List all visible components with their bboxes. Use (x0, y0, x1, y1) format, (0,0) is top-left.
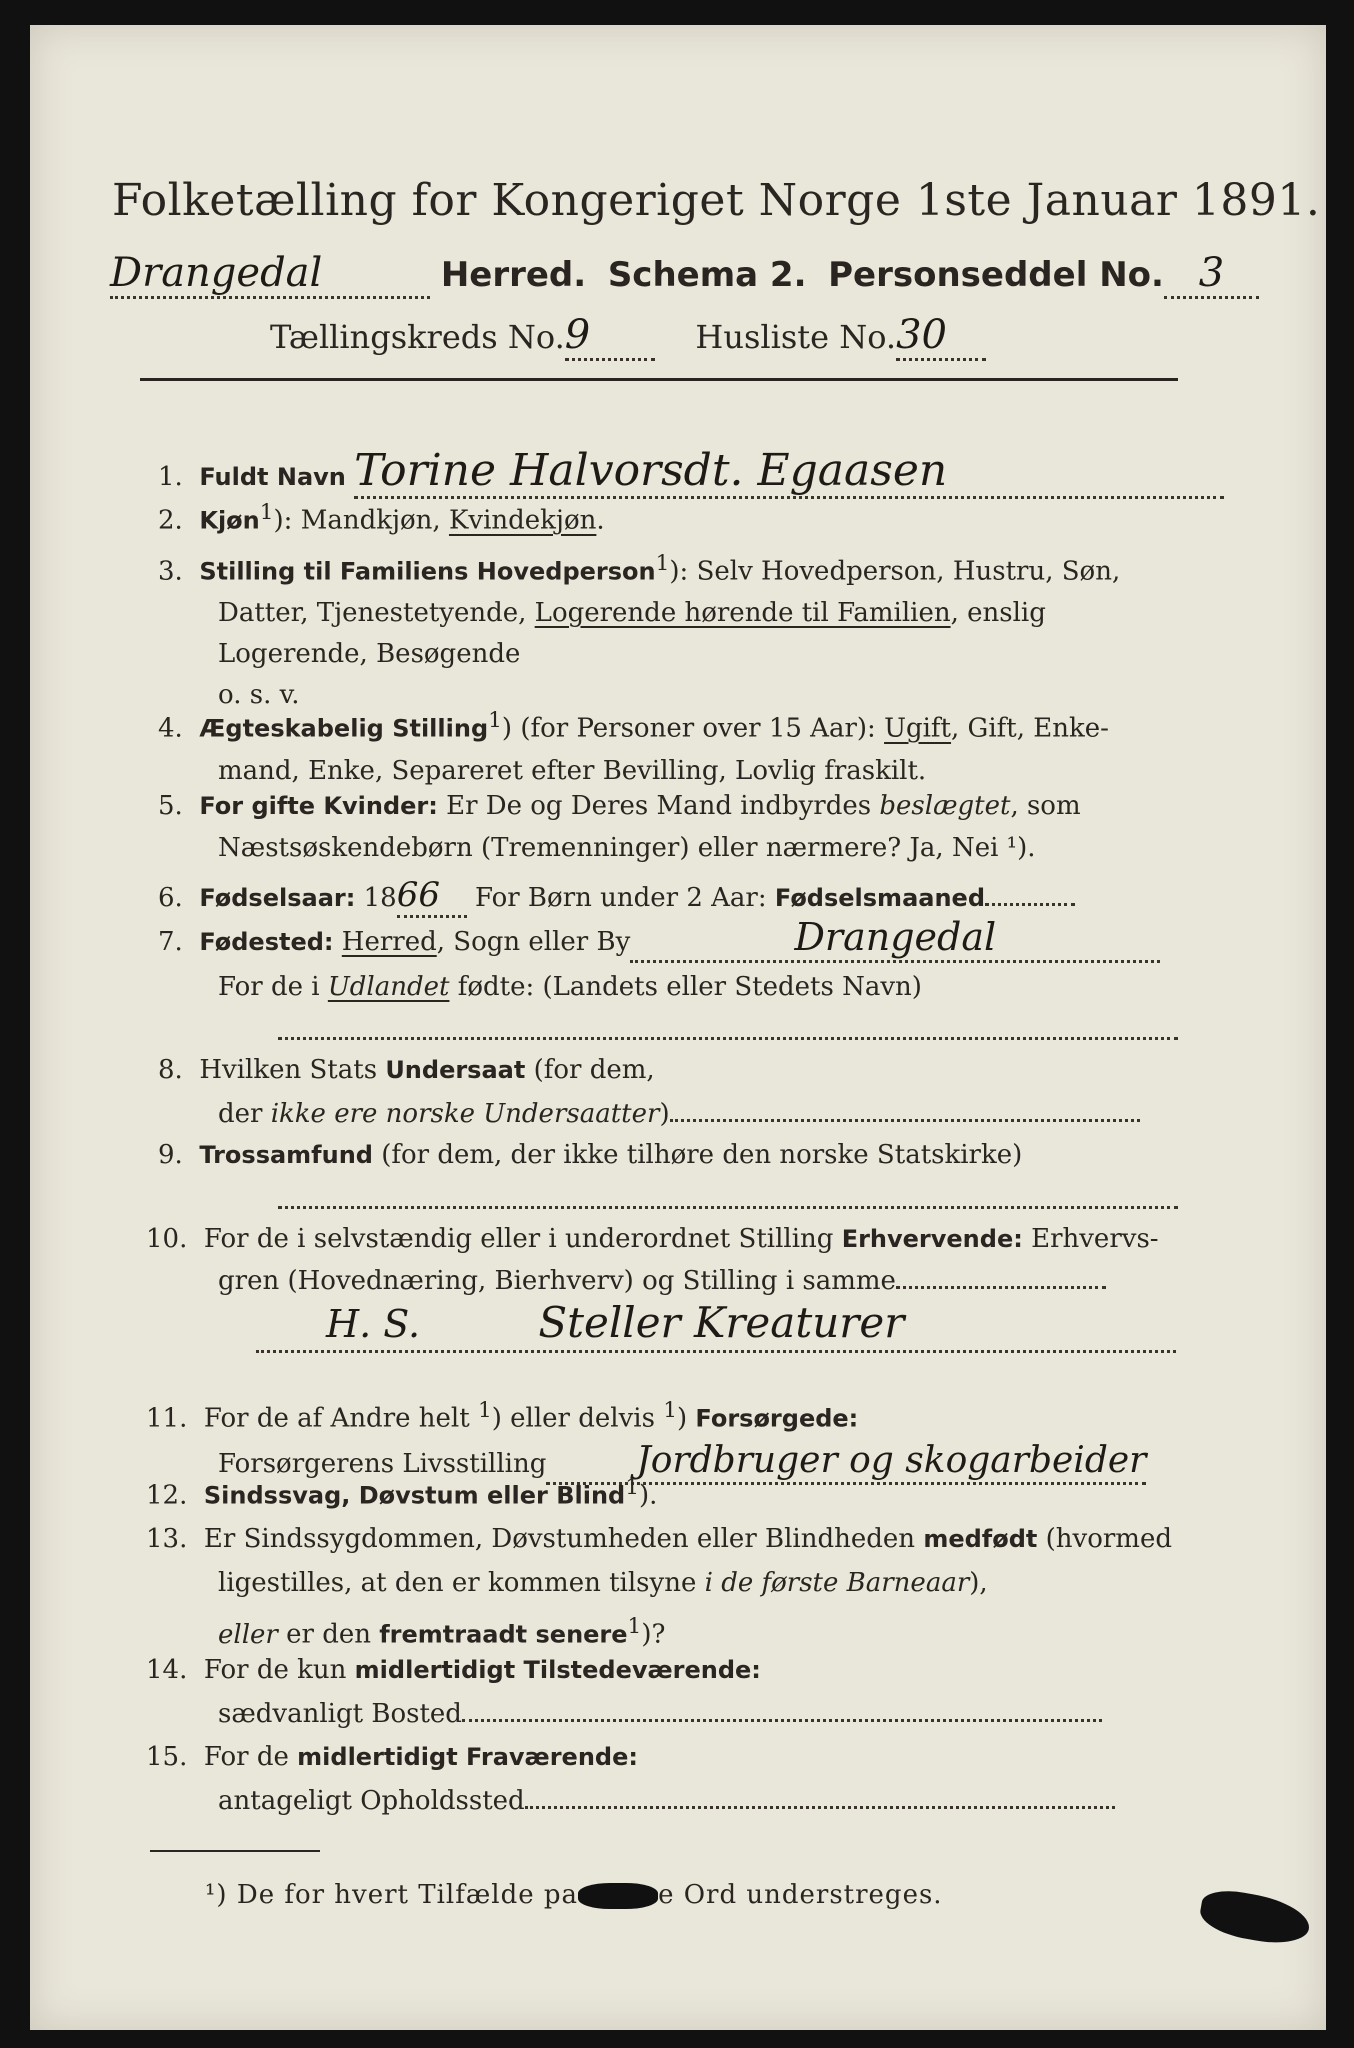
birth-month-label: Fødselsmaaned (774, 884, 985, 912)
birthplace-options: , Sogn eller By (436, 927, 631, 957)
temp-present-line1a: For de kun (203, 1655, 355, 1685)
supporter-line2: Forsørgerens Livsstilling (218, 1448, 547, 1479)
full-name-value: Torine Halvorsdt. Egaasen (354, 445, 1224, 499)
item-number: 1. (158, 462, 183, 492)
item-15 (146, 1735, 1115, 1823)
abroad-field (278, 1037, 1178, 1040)
item-1 (158, 445, 1224, 499)
footnote-ref: 1 (655, 551, 670, 576)
item-11 (146, 1390, 1146, 1485)
item-14 (146, 1648, 1102, 1736)
occupation-value-b: Steller Kreaturer (538, 1298, 905, 1347)
birthplace-value: Drangedal (630, 915, 1160, 963)
family-position-line2c: , enslig (950, 597, 1046, 628)
religion-label: Trossamfund (199, 1141, 373, 1169)
ink-blot (578, 1883, 658, 1909)
married-line1a: Er De og Deres Mand indbyrdes (437, 791, 880, 821)
family-position-line2a: Datter, Tjenestetyende, (218, 597, 535, 628)
item-7 (158, 915, 1178, 1055)
footnote-ref: 1 (259, 500, 274, 525)
footnote-text-a: De for hvert Tilfælde pa (227, 1880, 579, 1910)
usual-residence-label: sædvanligt Bosted (218, 1699, 462, 1729)
congenital-line2c: ), (969, 1568, 988, 1598)
abroad-line2a: For de i (218, 972, 328, 1002)
item-number: 2. (158, 505, 183, 536)
family-position-line4: o. s. v. (218, 679, 300, 710)
family-position-selected: Logerende hørende til Familien (534, 597, 951, 628)
supported-line1c: ) (676, 1403, 696, 1434)
citizenship-line2c: ) (659, 1099, 670, 1129)
item-number: 9. (158, 1140, 183, 1170)
herred-label: Herred. (440, 255, 587, 295)
disability-label: Sindssvag, Døvstum eller Blind (203, 1481, 626, 1510)
marital-selected: Ugift (884, 713, 952, 744)
gender-options: ): Mandkjøn, (273, 505, 449, 536)
congenital-line3b: er den (277, 1619, 380, 1650)
citizenship-label: Undersaat (385, 1056, 526, 1084)
item-number: 11. (146, 1403, 188, 1434)
schema-label: Schema 2. (607, 255, 807, 295)
occupation-label: Erhvervende: (841, 1225, 1023, 1253)
family-position-line1: ): Selv Hovedperson, Hustru, Søn, (669, 556, 1121, 587)
congenital-line2b: i de første Barneaar (704, 1568, 970, 1598)
occupation-field-2 (256, 1298, 1176, 1353)
item-number: 15. (146, 1742, 188, 1772)
footnote-text-b: e Ord understreges. (658, 1880, 943, 1910)
full-name-label: Fuldt Navn (199, 463, 346, 491)
family-position-label: Stilling til Familiens Hovedperson (199, 557, 656, 586)
congenital-line1a: Er Sindssygdommen, Døvstumheden eller Blindheden (203, 1524, 924, 1554)
occupation-line1a: For de i selvstændig eller i underordnet Stilling (203, 1224, 842, 1254)
item-number: 5. (158, 791, 183, 821)
item-5 (158, 785, 1081, 869)
personseddel-label: Personseddel No. (828, 255, 1164, 295)
item-2 (158, 500, 605, 536)
footnote-ref: 1 (488, 708, 502, 733)
abroad-line2c: fødte: (Landets eller Stedets Navn) (449, 972, 922, 1002)
punctuation: . (596, 505, 605, 536)
congenital-line1b: (hvormed (1037, 1524, 1172, 1554)
usual-residence-field (462, 1719, 1102, 1722)
form-title: Folketælling for Kongeriget Norge 1ste Januar 1891. (112, 175, 1321, 226)
item-number: 13. (146, 1524, 188, 1554)
husliste-label: Husliste No. (695, 318, 897, 356)
item-number: 3. (158, 556, 183, 587)
citizenship-line1a: Hvilken Stats (199, 1055, 386, 1085)
birth-month-text: For Børn under 2 Aar: (466, 883, 775, 913)
birthplace-label: Fødested: (199, 928, 334, 956)
supported-line1b: ) eller delvis (491, 1403, 664, 1434)
item-8 (158, 1048, 1140, 1136)
occupation-line1b: Erhvervs- (1022, 1224, 1159, 1254)
birth-month-field (985, 903, 1075, 906)
congenital-line2a: ligestilles, at den er kommen tilsyne (218, 1568, 705, 1598)
item-10 (146, 1218, 1176, 1353)
husliste-value: 30 (896, 312, 986, 361)
item-12: 12. Sindssvag, Døvstum eller Blind$^1$). (146, 1475, 658, 1511)
later-onset-label: fremtraadt senere (379, 1620, 628, 1649)
item-4 (158, 700, 1109, 792)
married-women-label: For gifte Kvinder: (199, 792, 438, 820)
citizenship-line2a: der (218, 1099, 271, 1129)
footnote-mark: ¹) (205, 1880, 228, 1910)
temp-absent-label: midlertidigt Fraværende: (297, 1743, 638, 1771)
kreds-value: 9 (565, 312, 655, 361)
kreds-label: Tællingskreds No. (270, 318, 565, 356)
congenital-line3a: eller (218, 1619, 278, 1650)
header-line-kreds (270, 312, 986, 361)
temp-absent-line1a: For de (203, 1742, 298, 1772)
footnote (205, 1880, 943, 1910)
marital-status-label: Ægteskabelig Stilling (199, 714, 489, 743)
spacer (334, 927, 342, 957)
congenital-label: medfødt (923, 1525, 1038, 1553)
occupation-value-a: H. S. (326, 1302, 421, 1346)
disability-text: ). (638, 1480, 658, 1511)
abroad-line2b: Udlandet (327, 972, 450, 1002)
birth-year-value: 66 (397, 875, 467, 918)
header-line-herred (110, 250, 1259, 299)
item-6 (158, 875, 1075, 918)
birth-year-prefix: 18 (355, 883, 397, 913)
probable-whereabouts-field (525, 1806, 1115, 1809)
probable-whereabouts-label: antageligt Opholdssted (218, 1786, 525, 1816)
occupation-field-1 (896, 1286, 1106, 1289)
item-13: 13. Er Sindssygdommen, Døvstumheden eller Blindheden medfødt (hvormed ligestilles, at den er kommen tilsyne i de første Barneaar), eller er den fremtraadt senere$^1$)? (146, 1524, 1172, 1650)
item-3 (158, 543, 1120, 716)
marital-line2: mand, Enke, Separeret efter Bevilling, Lovlig fraskilt. (218, 755, 927, 786)
birthplace-selected: Herred (341, 927, 437, 957)
item-number: 14. (146, 1655, 188, 1685)
congenital-line3c: )? (641, 1619, 666, 1650)
gender-label: Kjøn (199, 506, 260, 535)
marital-line1c: , Gift, Enke- (951, 713, 1109, 744)
citizenship-field (670, 1119, 1140, 1122)
personseddel-value: 3 (1164, 250, 1259, 299)
birth-year-label: Fødselsaar: (199, 884, 356, 912)
temp-present-label: midlertidigt Tilstedeværende: (354, 1656, 761, 1684)
occupation-line2: gren (Hovednæring, Bierhverv) og Stilling i samme (218, 1266, 896, 1296)
footnote-rule (150, 1850, 320, 1852)
item-number: 10. (146, 1224, 188, 1254)
item-number: 8. (158, 1055, 183, 1085)
footnote-ref: 1 (477, 1398, 492, 1423)
item-number: 12. (146, 1480, 188, 1511)
supported-label: Forsørgede: (695, 1404, 859, 1433)
item-number: 7. (158, 927, 183, 957)
gender-selected: Kvindekjøn (448, 505, 597, 536)
citizenship-line1b: (for dem, (525, 1055, 655, 1085)
item-number: 6. (158, 883, 183, 913)
family-position-line3: Logerende, Besøgende (218, 638, 521, 669)
supporter-value: Jordbruger og skogarbeider (546, 1440, 1146, 1485)
married-line1b: beslægtet (879, 791, 1011, 821)
item-9 (158, 1132, 1178, 1224)
header-rule (140, 378, 1178, 381)
item-number: 4. (158, 713, 183, 744)
supported-line1a: For de af Andre helt (203, 1403, 478, 1434)
married-line2: Næstsøskendebørn (Tremenninger) eller nærmere? Ja, Nei ¹). (218, 833, 1036, 863)
footnote-ref: 1 (663, 1398, 677, 1423)
religion-field (278, 1206, 1178, 1209)
religion-text: (for dem, der ikke tilhøre den norske Statskirke) (372, 1140, 1023, 1170)
married-line1c: , som (1010, 791, 1081, 821)
marital-line1a: ) (for Personer over 15 Aar): (501, 713, 885, 744)
citizenship-line2b: ikke ere norske Undersaatter (270, 1099, 660, 1129)
herred-value: Drangedal (110, 250, 430, 299)
